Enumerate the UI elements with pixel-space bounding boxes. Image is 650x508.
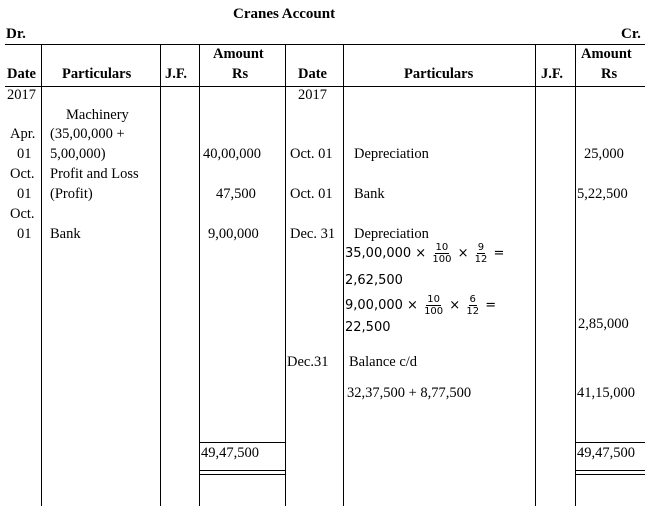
- header-particulars: Particulars: [62, 66, 132, 82]
- debit-amount: 40,00,000: [203, 146, 261, 162]
- header-amount-unit: Rs: [232, 66, 249, 82]
- debit-date: 01: [17, 226, 32, 242]
- depreciation-calculation: 35,00,000 × $\frac{10}{100}$ × $\frac{9}{12}$ =: [345, 242, 505, 265]
- balance-calculation: 32,37,500 + 8,77,500: [347, 385, 472, 401]
- debit-total: 49,47,500: [201, 445, 259, 461]
- header-date: Date: [7, 66, 36, 82]
- credit-total: 49,47,500: [577, 445, 635, 461]
- credit-amount: 25,000: [584, 146, 624, 162]
- debit-total-rule-bottom: [199, 470, 285, 471]
- credit-total-rule-bottom: [575, 470, 645, 471]
- debit-particular: 5,00,000): [50, 146, 106, 162]
- top-rule: [5, 44, 645, 45]
- credit-date: Dec. 31: [290, 226, 336, 242]
- credit-date: Oct. 01: [290, 146, 333, 162]
- fraction-numerator: 9: [477, 242, 485, 253]
- debit-date: Oct.: [10, 206, 35, 222]
- fraction-denominator: 12: [466, 306, 480, 317]
- header-particulars: Particulars: [404, 66, 474, 82]
- debit-particular: (35,00,000 +: [50, 126, 125, 142]
- col-divider: [535, 44, 536, 506]
- fraction-numerator: 6: [469, 294, 476, 305]
- account-title: Cranes Account: [233, 6, 336, 22]
- debit-particular: Bank: [50, 226, 81, 242]
- credit-year: 2017: [298, 87, 327, 103]
- debit-date: 01: [17, 186, 32, 202]
- calc-result: 22,500: [345, 320, 391, 335]
- header-jf: J.F.: [165, 66, 188, 82]
- header-amount-unit: Rs: [601, 66, 618, 82]
- calc-base: 35,00,000: [345, 246, 412, 261]
- header-date: Date: [298, 66, 327, 82]
- fraction-numerator: 10: [435, 242, 449, 253]
- header-amount: Amount: [213, 46, 264, 62]
- fraction-denominator: 100: [424, 306, 444, 317]
- col-divider: [160, 44, 161, 506]
- credit-particular: Depreciation: [354, 146, 429, 162]
- depreciation-calculation: 9,00,000 × $\frac{10}{100}$ × $\frac{6}{12}$ =: [345, 294, 497, 317]
- debit-total-rule-double: [199, 474, 285, 475]
- debit-particular: Machinery: [66, 107, 129, 123]
- debit-side-label: Dr.: [6, 26, 26, 42]
- debit-date: 01: [17, 146, 32, 162]
- credit-particular: Depreciation: [354, 226, 429, 242]
- debit-amount: 9,00,000: [208, 226, 259, 242]
- credit-amount: 2,85,000: [578, 316, 629, 332]
- credit-date: Oct. 01: [290, 186, 333, 202]
- debit-amount: 47,500: [216, 186, 256, 202]
- header-amount: Amount: [581, 46, 632, 62]
- debit-particular: Profit and Loss: [50, 166, 139, 182]
- col-divider: [199, 44, 200, 506]
- credit-total-rule-top: [575, 442, 645, 443]
- debit-date: Oct.: [10, 166, 35, 182]
- debit-date: Apr.: [10, 126, 36, 142]
- credit-amount: 5,22,500: [577, 186, 628, 202]
- col-divider: [575, 44, 576, 506]
- fraction-denominator: 12: [474, 254, 488, 265]
- fraction-denominator: 100: [432, 254, 452, 265]
- credit-side-label: Cr.: [621, 26, 641, 42]
- credit-particular: Balance c/d: [349, 354, 418, 370]
- calc-result: 2,62,500: [345, 273, 403, 288]
- credit-amount: 41,15,000: [577, 385, 635, 401]
- debit-year: 2017: [7, 87, 36, 103]
- debit-total-rule-top: [199, 442, 285, 443]
- col-divider: [343, 44, 344, 506]
- col-divider: [41, 44, 42, 506]
- fraction-numerator: 10: [427, 294, 440, 305]
- col-divider: [285, 44, 286, 506]
- debit-particular: (Profit): [50, 186, 93, 202]
- calc-base: 9,00,000: [345, 298, 403, 313]
- credit-date: Dec.31: [287, 354, 329, 370]
- credit-total-rule-double: [575, 474, 645, 475]
- credit-particular: Bank: [354, 186, 385, 202]
- header-jf: J.F.: [541, 66, 564, 82]
